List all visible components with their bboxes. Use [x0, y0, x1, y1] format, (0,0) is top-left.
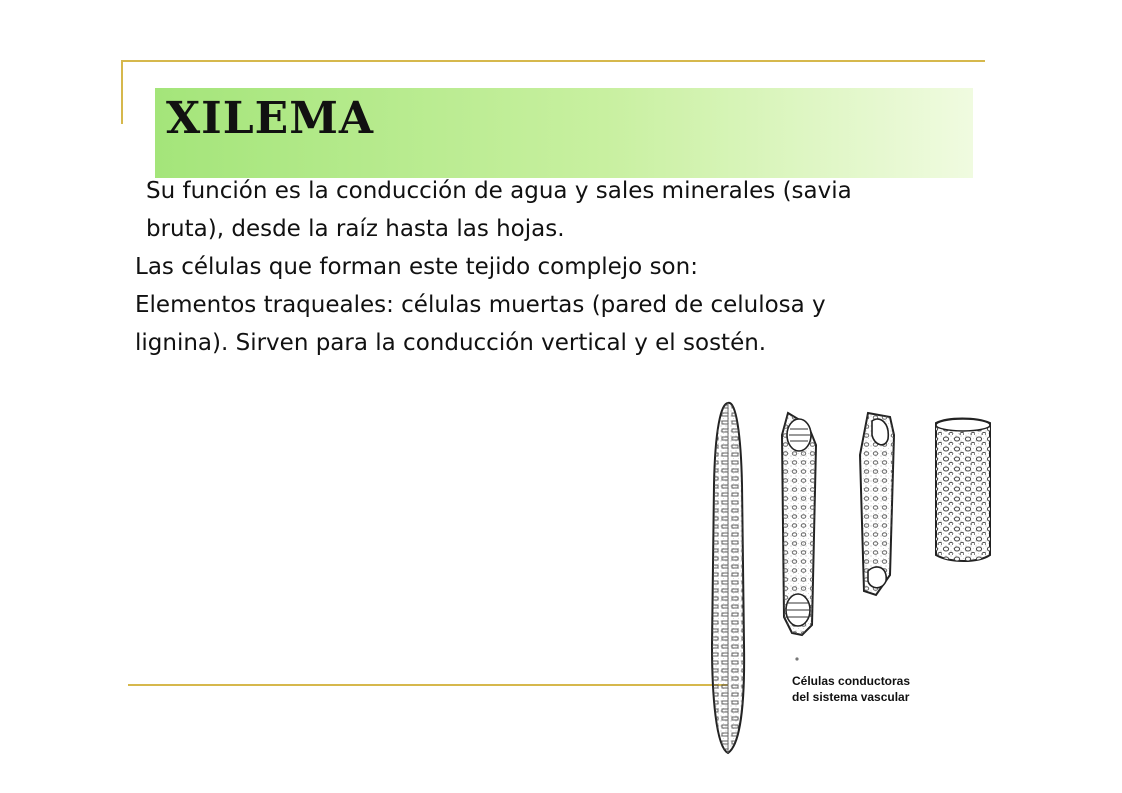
frame-bottom-line [128, 684, 728, 686]
caption-line-2: del sistema vascular [792, 690, 910, 704]
body-text [135, 172, 855, 362]
paragraph-cells-intro: Las células que forman este tejido complejo son: [135, 254, 698, 280]
figure-caption [792, 673, 910, 705]
xylem-cells-illustration [700, 395, 1000, 760]
paragraph-function: Su función es la conducción de agua y sales minerales (savia bruta), desde la raíz hasta las hojas. [146, 178, 852, 242]
frame-left-line [121, 60, 123, 124]
vessel-element-2 [860, 413, 894, 595]
vessel-element-3 [936, 419, 990, 562]
slide-title: XILEMA [166, 93, 375, 144]
vessel-element-1 [782, 413, 816, 635]
dot-mark [795, 657, 798, 660]
xylem-cells-drawing [700, 395, 1000, 760]
caption-line-1: Células conductoras [792, 674, 911, 688]
frame-top-line [121, 60, 985, 62]
paragraph-tracheal-elements: Elementos traqueales: células muertas (pared de celulosa y lignina). Sirven para la conducción vertical y el sostén. [135, 292, 826, 356]
tracheid-cell [712, 403, 744, 753]
